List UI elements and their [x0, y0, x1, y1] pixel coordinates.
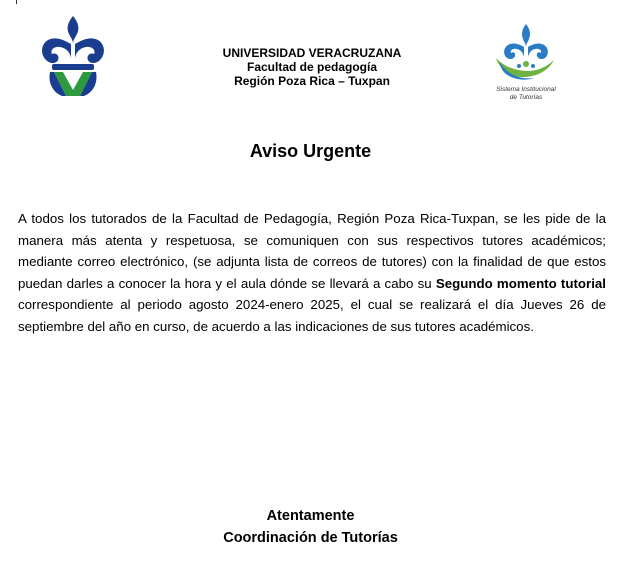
closing-text: Atentamente [266, 508, 355, 524]
university-name: UNIVERSIDAD VERACRUZANA [222, 46, 402, 60]
body-bold-phrase: Segundo momento tutorial [435, 275, 606, 291]
body-text-part1: A todos los tutorados de la Facultad de Pedagogía, Región Poza Rica-Tuxpan, se les pide de la manera más atenta y respetuosa, se comuniquen con sus respectivos tutores académicos; mediante correo electrónico, (se adjunta lista de correos de tutores) con la finalidad de que estos puedan darles a conocer la hora y el aula dónde se llevará a cabo su [18, 211, 606, 291]
universidad-veracruzana-logo-icon [38, 14, 108, 98]
corner-mark [16, 0, 17, 4]
signature-block [0, 505, 621, 549]
tutorias-caption-line1: Sistema Institucional [496, 86, 556, 93]
notice-body [18, 208, 606, 337]
faculty-name: Facultad de pedagogía [246, 60, 378, 74]
region-name: Región Poza Rica – Tuxpan [234, 74, 390, 88]
tutorias-logo-caption [486, 86, 566, 102]
header-institution [160, 46, 464, 88]
office-name: Coordinación de Tutorías [223, 530, 398, 546]
sistema-institucional-de-tutorias-logo-icon [486, 20, 566, 108]
tutorias-caption-line2: de Tutorías [509, 94, 543, 101]
notice-title: Aviso Urgente [249, 141, 372, 161]
body-text-part2: correspondiente al periodo agosto 2024-enero 2025, el cual se realizará el día Jueves 26 de septiembre del año en curso, de acuerdo a las indicaciones de sus tutores académicos. [18, 297, 606, 334]
